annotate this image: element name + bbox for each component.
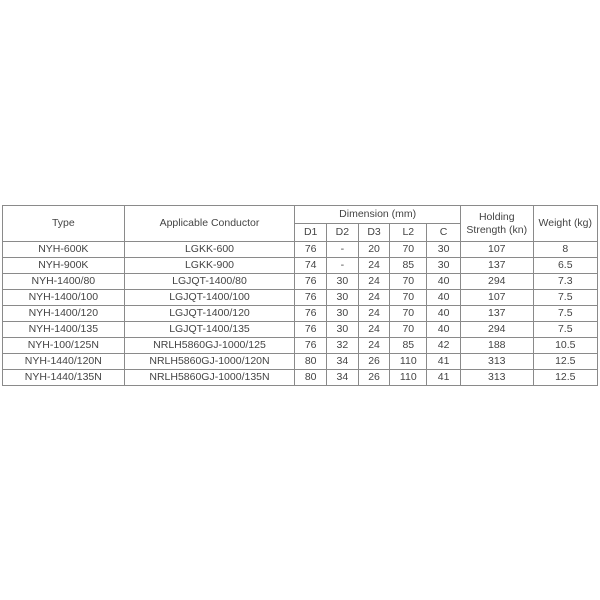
cell-weight: 12.5: [533, 354, 597, 370]
cell-c: 30: [427, 242, 461, 258]
cell-weight: 10.5: [533, 338, 597, 354]
cell-weight: 12.5: [533, 370, 597, 386]
cell-conductor: LGJQT-1400/100: [124, 290, 295, 306]
header-holding-strength: [460, 206, 533, 242]
cell-l2: 110: [390, 370, 427, 386]
cell-type: NYH-1400/135: [3, 322, 125, 338]
cell-d3: 24: [358, 258, 390, 274]
cell-c: 40: [427, 290, 461, 306]
cell-l2: 70: [390, 242, 427, 258]
cell-l2: 110: [390, 354, 427, 370]
cell-d1: 76: [295, 306, 327, 322]
cell-d3: 24: [358, 322, 390, 338]
cell-c: 42: [427, 338, 461, 354]
header-holding-line2: Strength (kn): [466, 223, 528, 236]
table-row: [3, 290, 598, 306]
cell-type: NYH-600K: [3, 242, 125, 258]
cell-d3: 24: [358, 338, 390, 354]
cell-type: NYH-1400/100: [3, 290, 125, 306]
cell-d1: 80: [295, 354, 327, 370]
cell-conductor: LGJQT-1400/80: [124, 274, 295, 290]
table-row: [3, 306, 598, 322]
cell-holding-strength: 107: [460, 290, 533, 306]
cell-weight: 7.5: [533, 290, 597, 306]
cell-type: NYH-900K: [3, 258, 125, 274]
cell-d1: 80: [295, 370, 327, 386]
cell-l2: 70: [390, 274, 427, 290]
table-body: [3, 242, 598, 386]
header-c: C: [427, 224, 461, 242]
cell-c: 30: [427, 258, 461, 274]
cell-d2: 30: [327, 274, 359, 290]
cell-weight: 7.3: [533, 274, 597, 290]
table-row: [3, 322, 598, 338]
header-holding-line1: Holding: [478, 211, 515, 224]
cell-d1: 76: [295, 338, 327, 354]
cell-d1: 76: [295, 242, 327, 258]
header-dimension: Dimension (mm): [295, 206, 461, 224]
cell-weight: 7.5: [533, 322, 597, 338]
header-weight: Weight (kg): [533, 206, 597, 242]
cell-holding-strength: 107: [460, 242, 533, 258]
cell-weight: 6.5: [533, 258, 597, 274]
cell-l2: 85: [390, 338, 427, 354]
cell-d1: 76: [295, 274, 327, 290]
table-row: [3, 370, 598, 386]
cell-type: NYH-1440/135N: [3, 370, 125, 386]
cell-l2: 70: [390, 290, 427, 306]
cell-type: NYH-1400/80: [3, 274, 125, 290]
cell-d3: 20: [358, 242, 390, 258]
cell-d2: 34: [327, 370, 359, 386]
cell-d2: -: [327, 242, 359, 258]
cell-holding-strength: 313: [460, 370, 533, 386]
cell-l2: 70: [390, 322, 427, 338]
cell-type: NYH-1400/120: [3, 306, 125, 322]
cell-c: 41: [427, 354, 461, 370]
cell-holding-strength: 137: [460, 306, 533, 322]
cell-holding-strength: 294: [460, 274, 533, 290]
cell-d3: 24: [358, 290, 390, 306]
header-d2: D2: [327, 224, 359, 242]
cell-l2: 85: [390, 258, 427, 274]
table-row: [3, 274, 598, 290]
cell-conductor: LGKK-600: [124, 242, 295, 258]
cell-d2: -: [327, 258, 359, 274]
header-applicable-conductor: Applicable Conductor: [124, 206, 295, 242]
table-row: [3, 258, 598, 274]
cell-d1: 76: [295, 290, 327, 306]
spec-table: [2, 205, 598, 386]
cell-conductor: LGKK-900: [124, 258, 295, 274]
cell-c: 40: [427, 322, 461, 338]
header-d1: D1: [295, 224, 327, 242]
header-type: Type: [3, 206, 125, 242]
cell-type: NYH-100/125N: [3, 338, 125, 354]
cell-weight: 8: [533, 242, 597, 258]
cell-d2: 32: [327, 338, 359, 354]
cell-conductor: NRLH5860GJ-1000/120N: [124, 354, 295, 370]
cell-holding-strength: 294: [460, 322, 533, 338]
header-d3: D3: [358, 224, 390, 242]
cell-holding-strength: 188: [460, 338, 533, 354]
cell-d3: 24: [358, 274, 390, 290]
cell-conductor: LGJQT-1400/120: [124, 306, 295, 322]
cell-c: 40: [427, 274, 461, 290]
cell-conductor: NRLH5860GJ-1000/125: [124, 338, 295, 354]
header-row-1: [3, 206, 598, 224]
cell-holding-strength: 137: [460, 258, 533, 274]
cell-c: 40: [427, 306, 461, 322]
cell-holding-strength: 313: [460, 354, 533, 370]
cell-c: 41: [427, 370, 461, 386]
cell-d3: 24: [358, 306, 390, 322]
cell-d1: 76: [295, 322, 327, 338]
cell-d3: 26: [358, 354, 390, 370]
header-l2: L2: [390, 224, 427, 242]
table-row: [3, 338, 598, 354]
cell-d2: 34: [327, 354, 359, 370]
cell-d2: 30: [327, 306, 359, 322]
cell-d2: 30: [327, 322, 359, 338]
cell-conductor: LGJQT-1400/135: [124, 322, 295, 338]
cell-type: NYH-1440/120N: [3, 354, 125, 370]
table-row: [3, 354, 598, 370]
cell-weight: 7.5: [533, 306, 597, 322]
cell-d2: 30: [327, 290, 359, 306]
cell-conductor: NRLH5860GJ-1000/135N: [124, 370, 295, 386]
cell-d3: 26: [358, 370, 390, 386]
cell-l2: 70: [390, 306, 427, 322]
cell-d1: 74: [295, 258, 327, 274]
table-row: [3, 242, 598, 258]
